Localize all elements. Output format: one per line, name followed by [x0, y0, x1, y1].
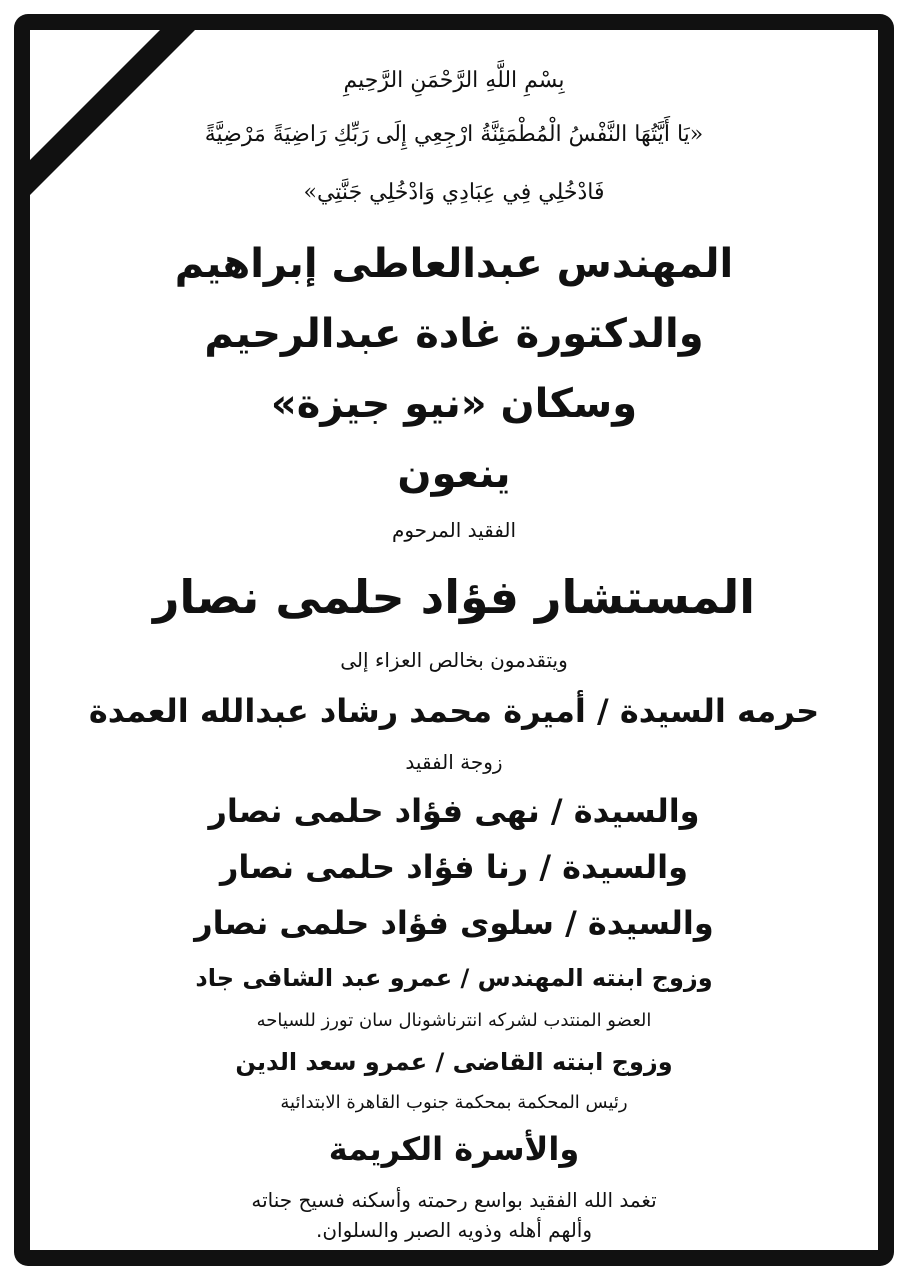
wife-note: زوجة الفقيد — [405, 750, 503, 774]
condolences-intro: ويتقدمون بخالص العزاء إلى — [340, 648, 568, 672]
daughter-2: والسيدة / رنا فؤاد حلمى نصار — [219, 848, 689, 886]
mourner-2: والدكتورة غادة عبدالرحيم — [204, 311, 704, 357]
son-in-law-2: وزوج ابنته القاضى / عمرو سعد الدين — [235, 1048, 673, 1076]
son-in-law-1: وزوج ابنته المهندس / عمرو عبد الشافى جاد — [195, 964, 713, 992]
obituary-content — [30, 30, 878, 1250]
daughter-1: والسيدة / نهى فؤاد حلمى نصار — [208, 792, 700, 830]
deceased-name: المستشار فؤاد حلمى نصار — [152, 570, 756, 624]
family: والأسرة الكريمة — [328, 1130, 580, 1168]
daughter-3: والسيدة / سلوى فؤاد حلمى نصار — [194, 904, 714, 942]
son-in-law-1-note: العضو المنتدب لشركه انترناشونال سان تورز للسياحه — [256, 1010, 652, 1031]
mourn-verb: ينعون — [397, 451, 511, 497]
wife-name: حرمه السيدة / أميرة محمد رشاد عبدالله العمدة — [88, 692, 820, 730]
obituary-frame — [14, 14, 894, 1266]
basmala: بِسْمِ اللَّهِ الرَّحْمَنِ الرَّحِيمِ — [343, 68, 565, 93]
deceased-intro: الفقيد المرحوم — [391, 518, 517, 542]
mourner-3: وسكان «نيو جيزة» — [270, 381, 638, 427]
mourner-1: المهندس عبدالعاطى إبراهيم — [174, 241, 734, 287]
quran-verse-line-2: فَادْخُلِي فِي عِبَادِي وَادْخُلِي جَنَّتِي» — [303, 180, 605, 205]
prayer-line-2: وألهم أهله وذويه الصبر والسلوان. — [316, 1218, 592, 1242]
quran-verse-line-1: «يَا أَيَّتُهَا النَّفْسُ الْمُطْمَئِنَّةُ ارْجِعِي إِلَى رَبِّكِ رَاضِيَةً مَرْضِيَّةً — [204, 122, 704, 147]
prayer-line-1: تغمد الله الفقيد بواسع رحمته وأسكنه فسيح جناته — [251, 1188, 657, 1212]
son-in-law-2-note: رئيس المحكمة بمحكمة جنوب القاهرة الابتدائية — [280, 1092, 628, 1113]
